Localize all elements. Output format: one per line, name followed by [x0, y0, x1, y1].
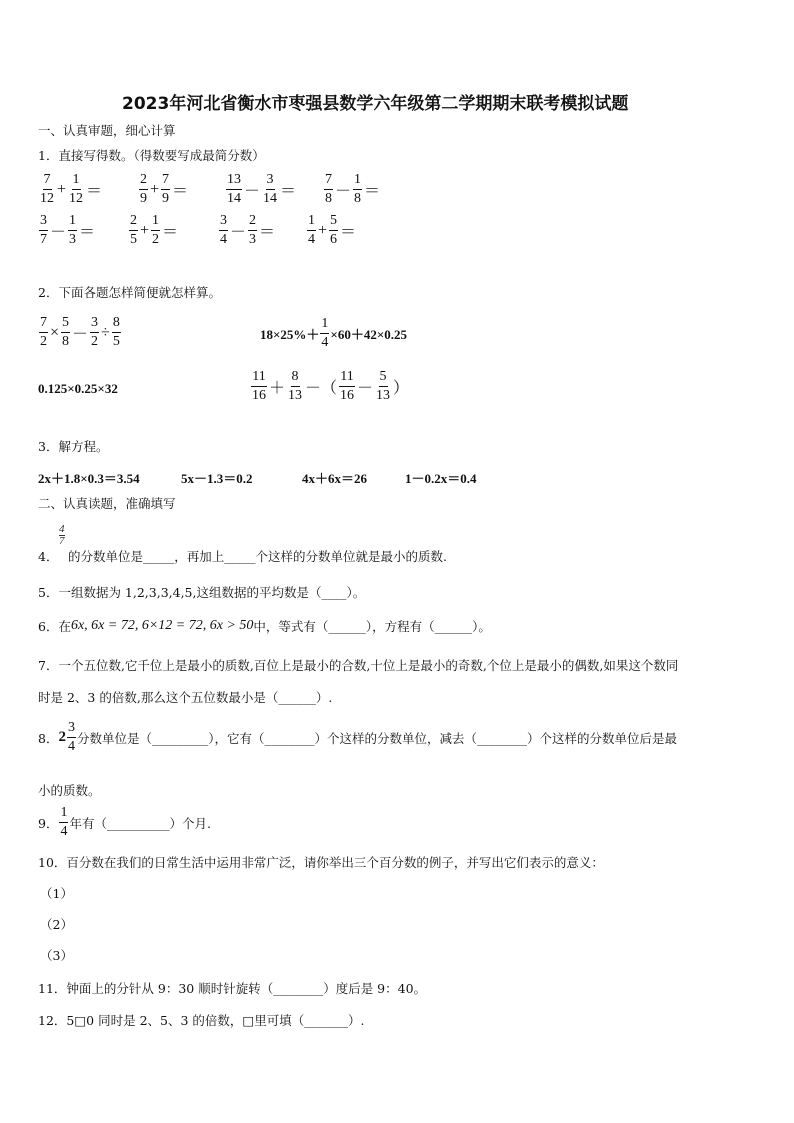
q3-equation-1: 2x＋1.8×0.3＝3.54	[38, 471, 140, 486]
fraction: $\frac{2}{3}$	[249, 213, 257, 247]
q1-expression	[38, 172, 103, 207]
operator: ＝	[86, 183, 103, 200]
fraction: $\frac{3}{7}$	[40, 213, 47, 247]
operator: －	[244, 183, 261, 200]
fraction: $\frac{7}{12}$	[40, 172, 54, 206]
question-11: 11．钟面上的分针从 9：30 顺时针旋转（________）度后是 9：40。	[38, 981, 427, 996]
page-title: 2023年河北省衡水市枣强县数学六年级第二学期期末联考模拟试题	[122, 94, 629, 114]
question-9: 9． $\frac{1}{4}$ 年有（__________）个月.	[38, 805, 211, 839]
question-8-line-2: 小的质数。	[38, 783, 101, 798]
question-7-line-1: 7．一个五位数,它千位上是最小的质数,百位上是最小的合数,十位上是最小的奇数,个位上是最小的偶数,如果这个数同	[38, 658, 679, 673]
q1-expression	[323, 172, 381, 207]
operator: +	[318, 221, 328, 239]
question-6: 6．在 6x, 6x = 72, 6×12 = 72, 6x > 50 中，等式有（______），方程有（______）。	[38, 618, 491, 634]
question-10: 10．百分数在我们的日常生活中运用非常广泛，请你举出三个百分数的例子，并写出它们表示的意义：	[38, 855, 604, 870]
q2-expression-2: 18×25%＋ $\frac{1}{4}$ ×60＋42×0.25	[260, 316, 407, 350]
question-1-label: 1．直接写得数。（得数要写成最简分数）	[38, 148, 265, 163]
question-10-item-1: （1）	[40, 886, 73, 901]
q2-expression-3: 0.125×0.25×32	[38, 381, 118, 396]
question-5: 5．一组数据为 1,2,3,3,4,5,这组数据的平均数是（____）。	[38, 585, 366, 600]
fraction: $\frac{7}{8}$	[325, 172, 332, 206]
fraction: $\frac{2}{5}$	[130, 213, 137, 247]
section-heading-2: 二、认真读题，准确填写	[38, 496, 176, 511]
operator: ＝	[162, 224, 179, 241]
operator: －	[230, 224, 247, 241]
fraction: $\frac{1}{2}$	[152, 213, 160, 247]
fraction: $\frac{3}{4}$	[220, 213, 227, 247]
operator: ＝	[172, 183, 189, 200]
operator: ＝	[259, 224, 276, 241]
fraction: $\frac{13}{14}$	[227, 172, 241, 206]
q1-expression	[38, 213, 96, 248]
q1-expression	[306, 213, 357, 248]
operator: －	[50, 224, 67, 241]
q2-expression-1: $\frac{7}{2}$ × $\frac{5}{8}$ － $\frac{3}{2}$ ÷ $\frac{8}{5}$	[40, 315, 120, 349]
operator: －	[335, 183, 352, 200]
operator: ＝	[340, 224, 357, 241]
fraction: $\frac{1}{8}$	[354, 172, 362, 206]
fraction: $\frac{7}{9}$	[162, 172, 170, 206]
operator: +	[150, 180, 160, 198]
operator: ＝	[79, 224, 96, 241]
question-2-label: 2．下面各题怎样简便就怎样算。	[38, 285, 221, 300]
fraction: $\frac{1}{4}$	[308, 213, 315, 247]
question-12: 12．5□0 同时是 2、5、3 的倍数，□里可填（_______）.	[38, 1013, 365, 1028]
question-3-label: 3．解方程。	[38, 439, 109, 454]
q3-equation-4: 1－0.2x＝0.4	[405, 471, 477, 486]
fraction: $\frac{1}{3}$	[69, 213, 77, 247]
section-heading-1: 一、认真审题，细心计算	[38, 123, 176, 138]
question-10-item-2: （2）	[40, 917, 73, 932]
question-7-line-2: 时是 2、3 的倍数,那么这个五位数最小是（______）.	[38, 690, 333, 705]
operator: ＝	[364, 183, 381, 200]
q3-equation-2: 5x－1.3＝0.2	[181, 471, 253, 486]
fraction: $\frac{2}{9}$	[140, 172, 147, 206]
q1-expression	[218, 213, 276, 248]
question-10-item-3: （3）	[40, 948, 73, 963]
operator: +	[140, 221, 150, 239]
fraction: $\frac{1}{12}$	[69, 172, 84, 206]
operator: +	[57, 180, 67, 198]
operator: ＝	[280, 183, 297, 200]
q3-equation-3: 4x＋6x＝26	[302, 471, 368, 486]
q2-expression-4: $\frac{11}{16}$ ＋ $\frac{8}{13}$ －（ $\frac{11}{16}$ － $\frac{5}{13}$ ）	[252, 369, 410, 403]
question-8: 8． 2 $\frac{3}{4}$ 分数单位是（_________），它有（________）个这样的分数单位，减去（________）个这样的分数单位后是最	[38, 720, 677, 754]
q1-expression	[138, 172, 189, 207]
fraction: $\frac{3}{14}$	[263, 172, 278, 206]
q1-expression	[128, 213, 179, 248]
q1-expression	[225, 172, 297, 207]
fraction: $\frac{5}{6}$	[330, 213, 338, 247]
